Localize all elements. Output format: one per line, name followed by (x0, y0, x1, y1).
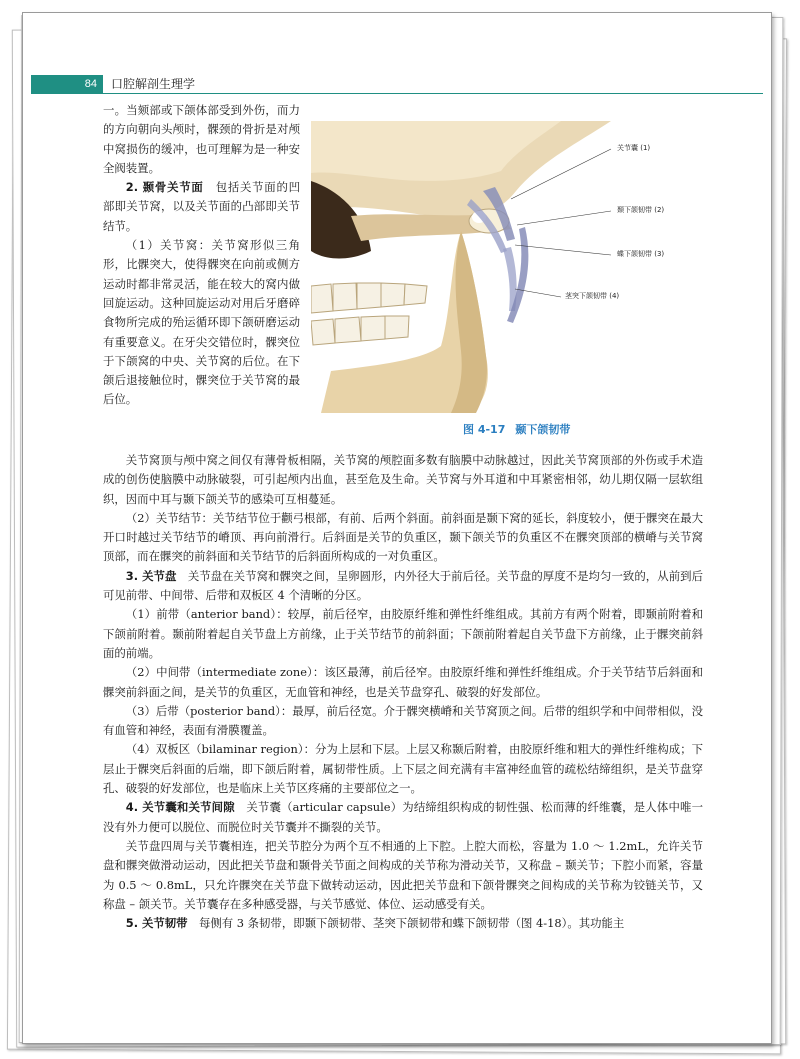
section-heading: 2. 颞骨关节面 (125, 180, 204, 195)
figure-label: 颞下颌韧带 (2) (617, 206, 665, 214)
paragraph: （3）后带（posterior band）：最厚，前后径宽。介于髁突横嵴和关节窝顶之间。后带的组织学和中间带相似，没有血管和神经，表面有滑膜覆盖。 (103, 703, 703, 738)
paragraph: （4）双板区（bilaminar region）：分为上层和下层。上层又称颞后附着，由胶原纤维和粗大的弹性纤维构成；下层止于髁突后斜面的后端，即下颌后附着，属韧带性质。上下层之间充满有丰富神经血管的疏松结缔组织，是关节盘穿孔、破裂的好发部位，也是临床上关节区疼痛的主要部位之一。 (103, 742, 703, 796)
body-text (103, 451, 703, 933)
book-title: 口腔解剖生理学 (111, 77, 196, 91)
paragraph: 一。当颏部或下颌体部受到外伤，而力的方向朝向头颅时，髁颈的骨折是对颅中窝损伤的缓冲，也可理解为是一种安全阀装置。 (103, 103, 300, 175)
paragraph: 2. 颞骨关节面 包括关节面的凹部即关节窝，以及关节面的凸部即关节结节。 (103, 180, 300, 233)
figure-label: 关节囊 (1) (617, 144, 651, 152)
paragraph: 关节窝顶与颅中窝之间仅有薄骨板相隔，关节窝的颅腔面多数有脑膜中动脉越过，因此关节窝顶部的外伤或手术造成的创伤使脑膜中动脉破裂，可引起颅内出血，甚至危及生命。关节窝与外耳道和中耳紧密相邻，幼儿期仅隔一层软组织，因而中耳与颞下颌关节的感染可互相蔓延。 (103, 453, 703, 506)
section-heading: 4. 关节囊和关节间隙 (125, 800, 235, 815)
section-heading: 3. 关节盘 (125, 568, 177, 583)
figure-label: 蝶下颌韧带 (3) (617, 250, 665, 258)
paragraph: 3. 关节盘 关节盘在关节窝和髁突之间，呈卵圆形，内外径大于前后径。关节盘的厚度不是均匀一致的，从前到后可见前带、中间带、后带和双板区 4 个清晰的分区。 (103, 568, 703, 603)
paragraph: 关节盘四周与关节囊相连，把关节腔分为两个互不相通的上下腔。上腔大而松，容量为 1.0 ～ 1.2mL，允许关节盘和髁突做滑动运动，因此把关节盘和颞骨关节面之间构成的关节称为滑动关节，又称盘 – 颞关节；下腔小而紧，容量为 0.5 ～ 0.8mL，只允许髁突在关节盘下做转动运动，因此把关节盘和下颌骨髁突之间构成的关节称为铰链关节，又称盘 – 颌关节。关节囊存在多种感受器，与关节感觉、体位、运动感受有关。 (103, 838, 703, 911)
figure-number: 图 4-17 (463, 423, 506, 436)
paragraph: （2）关节结节：关节结节位于颧弓根部，有前、后两个斜面。前斜面是颞下窝的延长，斜度较小，便于髁突在最大开口时越过关节结节的嵴顶、再向前滑行。后斜面是关节的负重区，颞下颌关节的负重区不在髁突顶部的横嵴与关节窝顶部，而在髁突的前斜面和关节结节的后斜面所构成的一对负重区。 (103, 510, 703, 564)
paragraph: 5. 关节韧带 每侧有 3 条韧带，即颞下颌韧带、茎突下颌韧带和蝶下颌韧带（图 4-18）。其功能主 (125, 916, 625, 931)
left-column-text (103, 101, 300, 410)
paragraph: （1）前带（anterior band）：较厚，前后径窄，由胶原纤维和弹性纤维组成。其前方有两个附着，即颞前附着和下颌前附着。颞前附着起自关节盘上方前缘，止于关节结节的前斜面；下颌前附着起自关节盘下方前缘，止于髁突前斜面的前端。 (103, 607, 703, 660)
section-heading: 5. 关节韧带 (125, 916, 188, 931)
tmj-ligament-figure (311, 121, 703, 413)
paragraph: （2）中间带（intermediate zone）：该区最薄，前后径窄。由胶原纤维和弹性纤维组成。介于关节结节后斜面和髁突前斜面之间，是关节的负重区，无血管和神经，也是关节盘穿孔、破裂的好发部位。 (103, 665, 703, 699)
page-header (31, 75, 763, 94)
page-number: 84 (31, 75, 103, 93)
figure-label: 茎突下颌韧带 (4) (565, 292, 620, 300)
book-page (22, 12, 772, 1044)
skull-illustration (311, 121, 703, 413)
figure-caption (463, 421, 580, 437)
figure-title: 颞下颌韧带 (515, 423, 571, 436)
paragraph: 4. 关节囊和关节间隙 关节囊（articular capsule）为结缔组织构成的韧性强、松而薄的纤维囊，是人体中唯一没有外力便可以脱位、而脱位时关节囊并不撕裂的关节。 (103, 800, 703, 834)
paragraph: （1）关节窝：关节窝形似三角形，比髁突大，使得髁突在向前或侧方运动时都非常灵活，能在较大的窝内做回旋运动。这种回旋运动对用后牙磨碎食物所完成的殆运循环即下颌研磨运动有重要意义。在牙尖交错位时，髁突位于下颌窝的中央、关节窝的后位。在下颌后退接触位时，髁突位于关节窝的最后位。 (103, 238, 300, 407)
